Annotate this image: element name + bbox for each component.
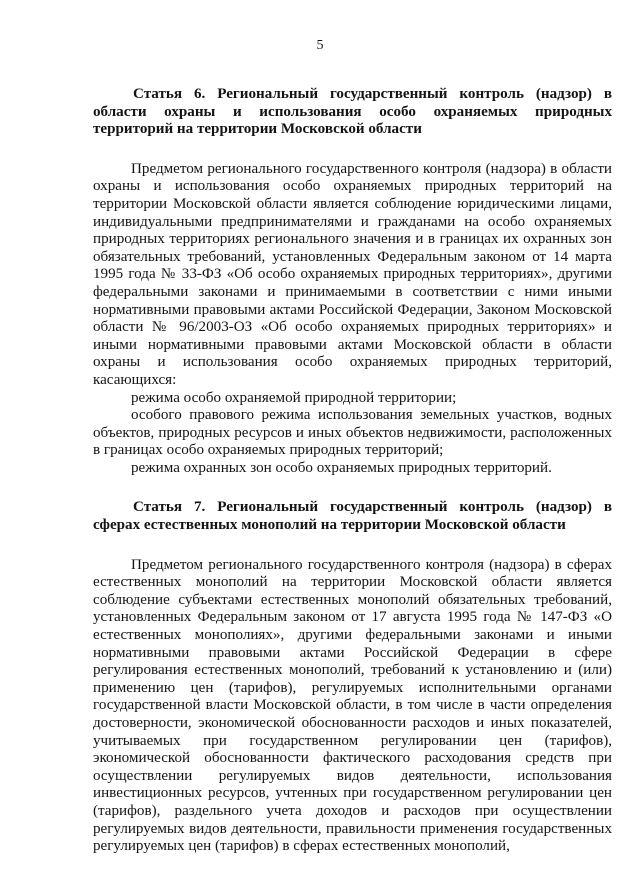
page-number: 5 [316, 38, 324, 53]
document-body [93, 86, 612, 856]
article-6-paragraph: Предметом регионального государственного контроля (надзора) в области охраны и использования особо охраняемых природных территорий на территории Московской области является соблюдение юридическими лицами, индивидуальными предпринимателями и гражданами на особо охраняемых природных территориях регионального значения и в границах их охранных зон обязательных требований, установленных Федеральным законом от 14 марта 1995 года № 33-ФЗ «Об особо охраняемых природных территориях», другими федеральными законами и принимаемыми в соответствии с ними иными нормативными правовыми актами Российской Федерации, Законом Московской области № 96/2003-ОЗ «Об особо охраняемых природных территориях» и иными нормативными правовыми актами Московской области в области охраны и использования особо охраняемых природных территорий, касающихся: [93, 160, 612, 388]
article-6 [93, 86, 612, 477]
article-6-item-3: режима охранных зон особо охраняемых природных территорий. [131, 459, 552, 476]
article-7-heading: Статья 7. Региональный государственный контроль (надзор) в сферах естественных монополий на территории Московской области [93, 499, 612, 534]
article-7 [93, 499, 612, 855]
article-6-heading: Статья 6. Региональный государственный контроль (надзор) в области охраны и использования особо охраняемых природных территорий на территории Московской области [93, 86, 612, 138]
article-6-item-2: особого правового режима использования земельных участков, водных объектов, природных ресурсов и иных объектов недвижимости, расположенных в границах особо охраняемых природных территорий; [93, 407, 612, 459]
article-7-paragraph: Предметом регионального государственного контроля (надзора) в сферах естественных монополий на территории Московской области является соблюдение субъектами естественных монополий обязательных требований, установленных Федеральным законом от 17 августа 1995 года № 147-ФЗ «О естественных монополиях», другими федеральными законами и иными нормативными правовыми актами Российской Федерации в сфере регулирования естественных монополий, требований к установлению и (или) применению цен (тарифов), регулируемых исполнительными органами государственной власти Московской области, в том числе в части определения достоверности, экономической обоснованности расходов и иных показателей, учитываемых при государственном регулировании цен (тарифов), экономической обоснованности фактического расходования средств при осуществлении регулируемых видов деятельности, использования инвестиционных ресурсов, учтенных при государственном регулировании цен (тарифов), раздельного учета доходов и расходов при осуществлении регулируемых видов деятельности, правильности применения государственных регулируемых цен (тарифов) в сферах естественных монополий, [93, 556, 612, 855]
article-6-item-1: режима особо охраняемой природной территории; [131, 389, 457, 406]
